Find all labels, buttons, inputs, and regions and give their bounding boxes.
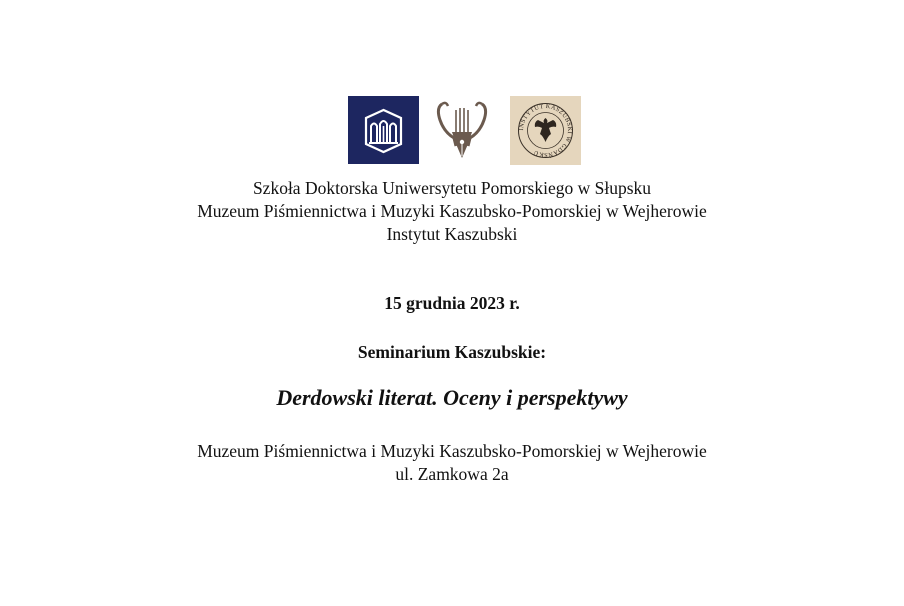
event-series: Seminarium Kaszubskie:: [357, 342, 547, 362]
museum-lyre-pen-logo-icon: [432, 98, 492, 162]
university-logo-icon: [348, 96, 419, 164]
svg-text:INSTYTUT KASZUBSKI W GDAŃSKU: INSTYTUT KASZUBSKI W GDAŃSKU: [517, 102, 574, 159]
venue-address: ul. Zamkowa 2a: [395, 464, 509, 484]
event-title: Derdowski literat. Oceny i perspektywy: [276, 385, 628, 410]
organizer-line: Muzeum Piśmiennictwa i Muzyki Kaszubsko-Pomorskiej w Wejherowie: [197, 201, 707, 221]
event-date: 15 grudnia 2023 r.: [384, 293, 520, 313]
logos-row: [0, 96, 904, 166]
venue-name: Muzeum Piśmiennictwa i Muzyki Kaszubsko-Pomorskiej w Wejherowie: [197, 441, 707, 461]
organizer-line: Instytut Kaszubski: [386, 224, 518, 244]
organizer-line: Szkoła Doktorska Uniwersytetu Pomorskiego w Słupsku: [252, 178, 652, 198]
institute-eagle-seal-icon: [510, 96, 581, 165]
